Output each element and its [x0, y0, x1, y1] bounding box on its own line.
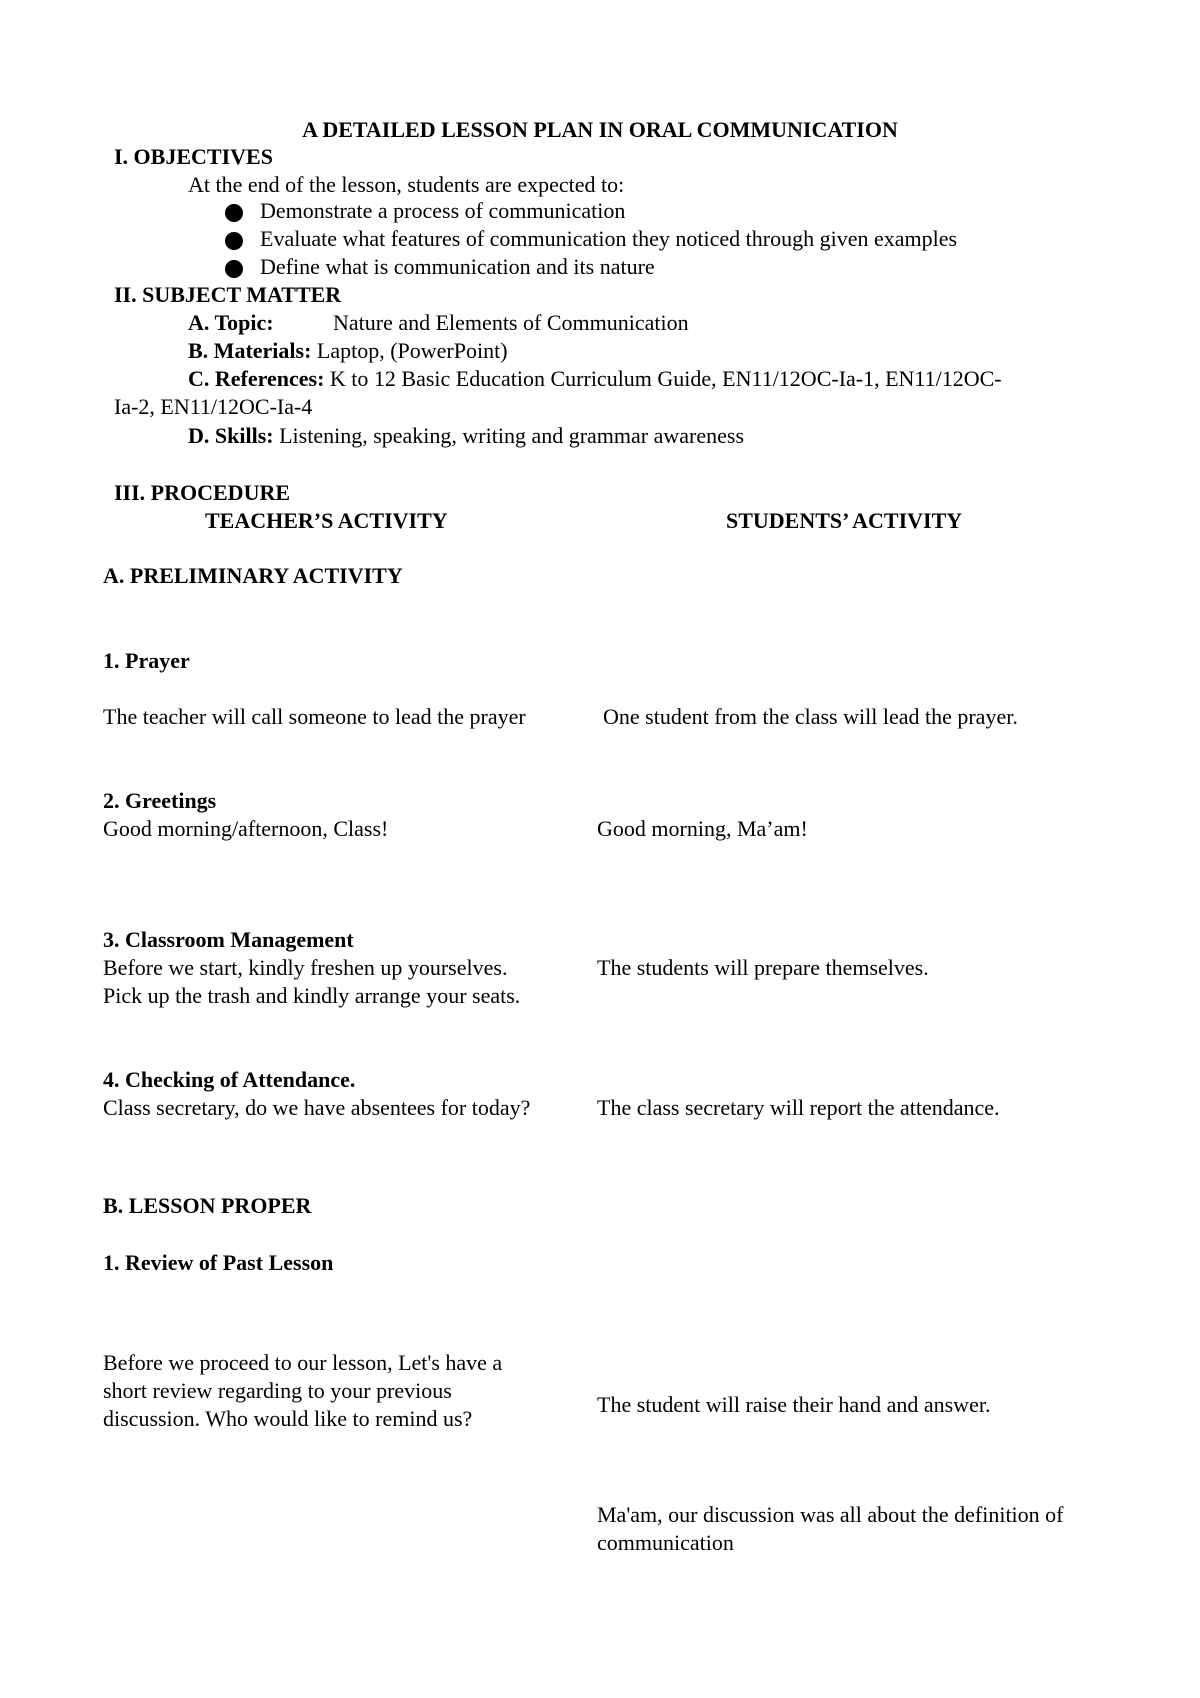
materials-line	[188, 337, 508, 365]
objective-item: Demonstrate a process of communication	[260, 198, 626, 223]
subject-matter-heading: II. SUBJECT MATTER	[114, 282, 342, 307]
prayer-teacher-text: The teacher will call someone to lead the prayer	[103, 704, 526, 729]
prayer-heading: 1. Prayer	[103, 648, 190, 673]
document-title: A DETAILED LESSON PLAN IN ORAL COMMUNICATION	[302, 117, 898, 142]
references-label: C. References:	[188, 366, 325, 391]
skills-label: D. Skills:	[188, 423, 274, 448]
objective-item: Define what is communication and its nature	[260, 254, 655, 279]
lesson-proper-heading: B. LESSON PROPER	[103, 1193, 312, 1218]
topic-label: A. Topic:	[188, 310, 274, 335]
bullet-icon	[225, 204, 243, 222]
attendance-student-text: The class secretary will report the attendance.	[597, 1095, 1000, 1120]
references-value-continued: Ia-2, EN11/12OC-Ia-4	[114, 394, 313, 419]
review-teacher-text-1: Before we proceed to our lesson, Let's have a	[103, 1350, 503, 1375]
students-activity-header: STUDENTS’ ACTIVITY	[726, 508, 963, 533]
objectives-heading: I. OBJECTIVES	[114, 144, 273, 169]
references-value: K to 12 Basic Education Curriculum Guide, EN11/12OC-Ia-1, EN11/12OC-	[329, 366, 1002, 391]
bullet-icon	[225, 232, 243, 250]
bullet-icon	[225, 260, 243, 278]
greetings-teacher-text: Good morning/afternoon, Class!	[103, 816, 389, 841]
review-student-answer-1: Ma'am, our discussion was all about the definition of	[597, 1502, 1064, 1527]
teacher-activity-header: TEACHER’S ACTIVITY	[205, 508, 448, 533]
materials-label: B. Materials:	[188, 338, 312, 363]
prayer-student-text: One student from the class will lead the prayer.	[603, 704, 1018, 729]
classroom-student-text: The students will prepare themselves.	[597, 955, 929, 980]
classroom-management-heading: 3. Classroom Management	[103, 927, 354, 952]
review-student-answer-2: communication	[597, 1530, 734, 1555]
preliminary-activity-heading: A. PRELIMINARY ACTIVITY	[103, 563, 403, 588]
classroom-teacher-text-2: Pick up the trash and kindly arrange your seats.	[103, 983, 521, 1008]
skills-line	[188, 422, 744, 450]
greetings-student-text: Good morning, Ma’am!	[597, 816, 808, 841]
review-student-text-1: The student will raise their hand and answer.	[597, 1392, 991, 1417]
attendance-teacher-text: Class secretary, do we have absentees for today?	[103, 1095, 531, 1120]
skills-value: Listening, speaking, writing and grammar awareness	[279, 423, 745, 448]
objectives-intro: At the end of the lesson, students are expected to:	[188, 172, 625, 197]
review-heading: 1. Review of Past Lesson	[103, 1250, 334, 1275]
materials-value: Laptop, (PowerPoint)	[316, 338, 508, 363]
objective-item: Evaluate what features of communication they noticed through given examples	[260, 226, 958, 251]
review-teacher-text-3: discussion. Who would like to remind us?	[103, 1406, 473, 1431]
classroom-teacher-text-1: Before we start, kindly freshen up yourselves.	[103, 955, 508, 980]
references-line	[188, 365, 1002, 393]
procedure-heading: III. PROCEDURE	[114, 480, 291, 505]
review-teacher-text-2: short review regarding to your previous	[103, 1378, 452, 1403]
attendance-heading: 4. Checking of Attendance.	[103, 1067, 356, 1092]
topic-value: Nature and Elements of Communication	[333, 310, 689, 335]
greetings-heading: 2. Greetings	[103, 788, 217, 813]
